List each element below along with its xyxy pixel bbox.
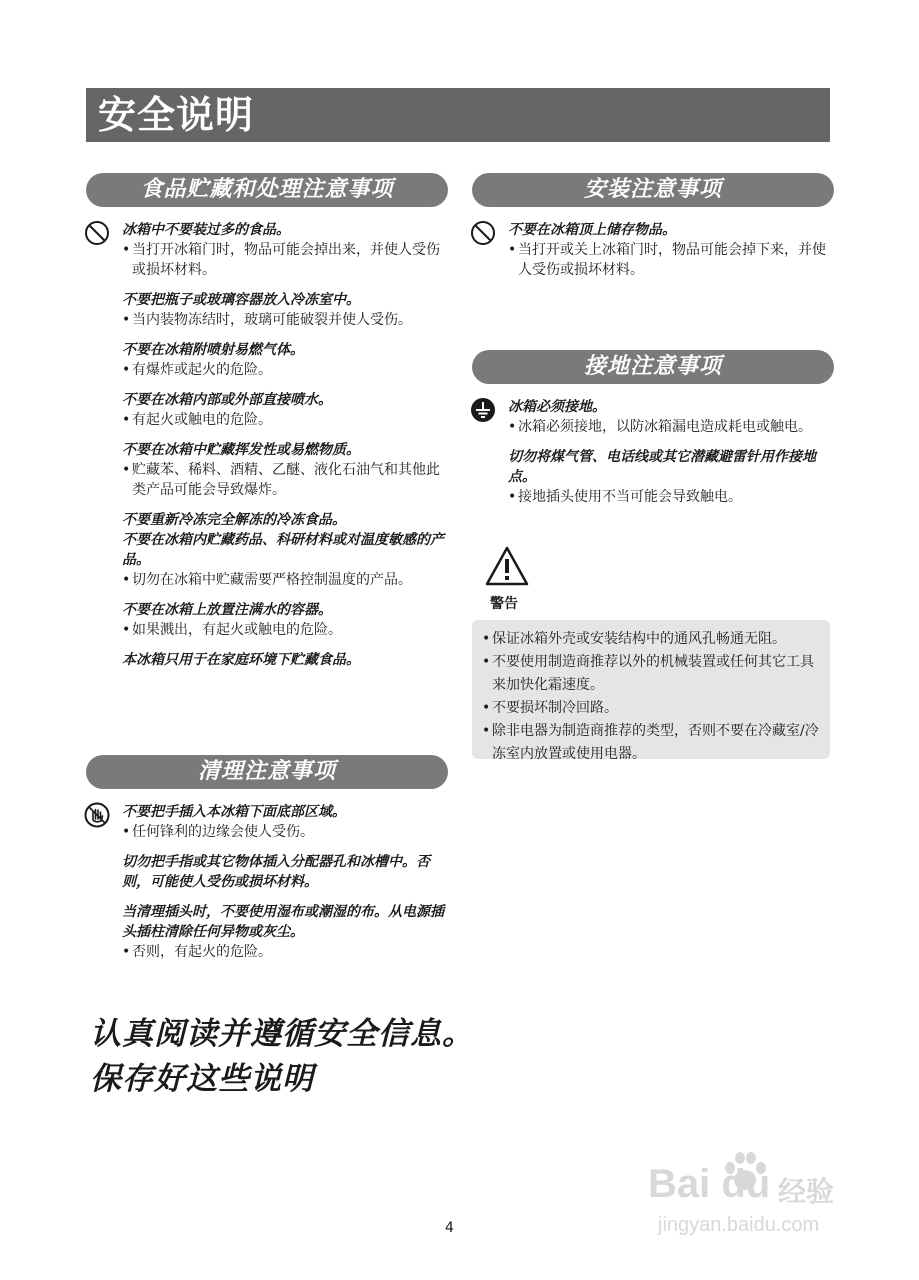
warning-box xyxy=(472,620,830,762)
watermark xyxy=(648,1150,868,1250)
clean-section xyxy=(122,802,450,972)
item-head: 切勿将煤气管、电话线或其它潜藏避雷针用作接地点。 xyxy=(508,449,816,485)
item-bullet: • 如果溅出，有起火或触电的危险。 xyxy=(122,620,450,640)
item-head: 冰箱中不要装过多的食品。 xyxy=(122,222,290,238)
hand-icon xyxy=(84,802,110,828)
section-title-install: 安装注意事项 xyxy=(472,173,834,207)
list-item xyxy=(122,650,450,670)
item-bullet: • 切勿在冰箱中贮藏需要严格控制温度的产品。 xyxy=(122,570,450,590)
item-bullet: • 贮藏苯、稀料、酒精、乙醚、液化石油气和其他此类产品可能会导致爆炸。 xyxy=(122,460,450,500)
prohibited-icon xyxy=(84,220,110,246)
section-title-food: 食品贮藏和处理注意事项 xyxy=(86,173,448,207)
list-item xyxy=(122,902,450,962)
page-title: 安全说明 xyxy=(86,88,830,142)
item-head: 不要把瓶子或玻璃容器放入冷冻室中。 xyxy=(122,292,360,308)
item-head: 本冰箱只用于在家庭环境下贮藏食品。 xyxy=(122,652,360,668)
item-head: 不要在冰箱上放置注满水的容器。 xyxy=(122,602,332,618)
item-head: 不要把手插入本冰箱下面底部区域。 xyxy=(122,804,346,820)
list-item xyxy=(122,220,450,280)
item-head: 冰箱必须接地。 xyxy=(508,399,606,415)
item-bullet: • 任何锋利的边缘会使人受伤。 xyxy=(122,822,450,842)
list-item xyxy=(122,440,450,500)
list-item xyxy=(122,802,450,842)
install-section xyxy=(508,220,833,290)
list-item xyxy=(508,220,833,280)
warning-label: 警告 xyxy=(490,596,518,612)
list-item xyxy=(508,447,833,507)
list-item xyxy=(122,290,450,330)
warning-bullet: • 除非电器为制造商推荐的类型，否则不要在冷藏室/冷冻室内放置或使用电器。 xyxy=(482,720,820,766)
list-item xyxy=(122,340,450,380)
watermark-brand: 经验 xyxy=(778,1175,835,1208)
closing-line: 认真阅读并遵循安全信息。 xyxy=(90,1016,474,1052)
item-head: 不要在冰箱内部或外部直接喷水。 xyxy=(122,392,332,408)
section-title-clean: 清理注意事项 xyxy=(86,755,448,789)
item-bullet: • 接地插头使用不当可能会导致触电。 xyxy=(508,487,833,507)
warning-icon xyxy=(484,545,530,587)
list-item xyxy=(122,510,450,530)
item-bullet: • 冰箱必须接地，以防冰箱漏电造成耗电或触电。 xyxy=(508,417,833,437)
prohibited-icon xyxy=(470,220,496,246)
item-head: 不要在冰箱内贮藏药品、科研材料或对温度敏感的产品。 xyxy=(122,532,444,568)
page-number: 4 xyxy=(445,1220,454,1236)
list-item xyxy=(122,852,450,892)
list-item xyxy=(122,530,450,590)
item-head: 不要重新冷冻完全解冻的冷冻食品。 xyxy=(122,512,346,528)
food-section xyxy=(122,220,450,680)
watermark-url: jingyan.baidu.com xyxy=(658,1214,820,1236)
ground-section xyxy=(508,397,833,517)
warning-bullet: • 不要使用制造商推荐以外的机械装置或任何其它工具来加快化霜速度。 xyxy=(482,651,820,697)
item-head: 不要在冰箱顶上储存物品。 xyxy=(508,222,676,238)
closing-text xyxy=(90,1012,474,1102)
item-bullet: • 当打开冰箱门时，物品可能会掉出来，并使人受伤或损坏材料。 xyxy=(122,240,450,280)
item-bullet: • 当内装物冻结时，玻璃可能破裂并使人受伤。 xyxy=(122,310,450,330)
item-head: 切勿把手指或其它物体插入分配器孔和冰槽中。否则，可能使人受伤或损坏材料。 xyxy=(122,854,430,890)
item-bullet: • 有爆炸或起火的危险。 xyxy=(122,360,450,380)
item-bullet: • 否则，有起火的危险。 xyxy=(122,942,450,962)
list-item xyxy=(508,397,833,437)
list-item xyxy=(122,390,450,430)
item-bullet: • 当打开或关上冰箱门时，物品可能会掉下来，并使人受伤或损坏材料。 xyxy=(508,240,833,280)
item-bullet: • 有起火或触电的危险。 xyxy=(122,410,450,430)
warning-bullet: • 不要损坏制冷回路。 xyxy=(482,697,820,720)
ground-icon xyxy=(470,397,496,423)
warning-bullet: • 保证冰箱外壳或安装结构中的通风孔畅通无阻。 xyxy=(482,628,820,651)
watermark-logo: Bai du xyxy=(648,1162,771,1206)
item-head: 不要在冰箱中贮藏挥发性或易燃物质。 xyxy=(122,442,360,458)
item-head: 不要在冰箱附喷射易燃气体。 xyxy=(122,342,304,358)
section-title-ground: 接地注意事项 xyxy=(472,350,834,384)
list-item xyxy=(122,600,450,640)
item-head: 当清理插头时，不要使用湿布或潮湿的布。从电源插头插柱清除任何异物或灰尘。 xyxy=(122,904,444,940)
closing-line: 保存好这些说明 xyxy=(90,1061,314,1097)
